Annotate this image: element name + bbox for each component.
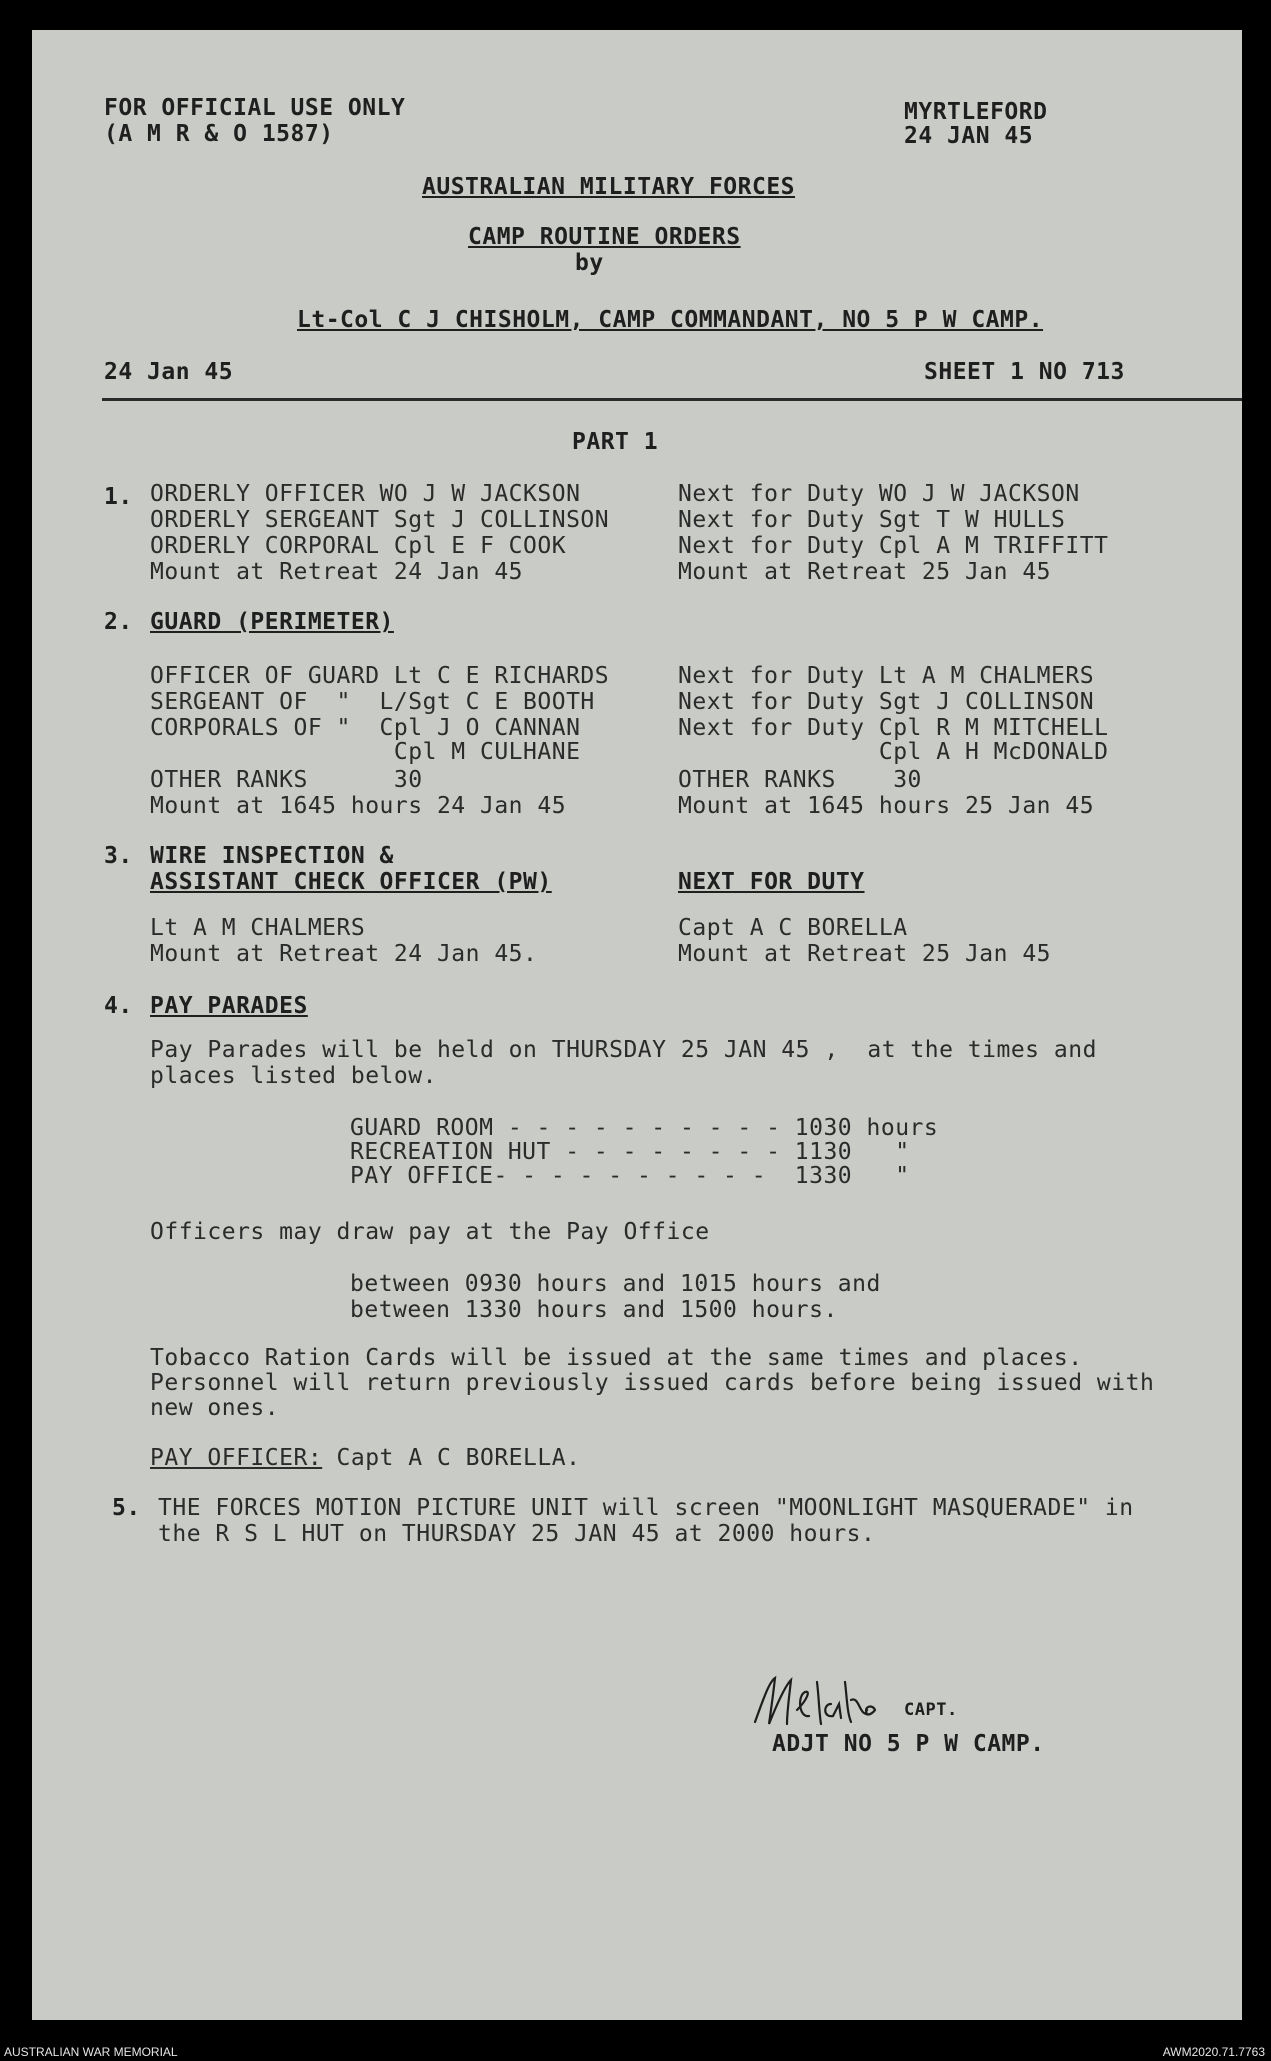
section-2-left-3: CORPORALS OF " Cpl J O CANNAN <box>150 715 581 741</box>
commandant-line: Lt-Col C J CHISHOLM, CAMP COMMANDANT, NO 5 P W CAMP. <box>297 307 1044 333</box>
section-4-officers-line: Officers may draw pay at the Pay Office <box>150 1219 710 1245</box>
reference-number: (A M R & O 1587) <box>104 121 334 147</box>
section-4-times-line-1: between 0930 hours and 1015 hours and <box>350 1271 881 1297</box>
section-4-tobacco-line-3: new ones. <box>150 1395 280 1421</box>
section-4-heading: PAY PARADES <box>150 993 308 1019</box>
section-2-right-5: OTHER RANKS 30 <box>678 767 922 793</box>
official-use-label: FOR OFFICIAL USE ONLY <box>104 95 406 121</box>
section-1-right-3: Next for Duty Cpl A M TRIFFITT <box>678 533 1109 559</box>
signature-rank: CAPT. <box>904 1700 958 1720</box>
section-2-heading: GUARD (PERIMETER) <box>150 609 394 635</box>
pay-place-recreation-hut: RECREATION HUT - - - - - - - - 1130 " <box>350 1139 910 1165</box>
document-subtitle: CAMP ROUTINE ORDERS <box>468 224 741 250</box>
section-5-line-2: the R S L HUT on THURSDAY 25 JAN 45 at 2000 hours. <box>158 1521 876 1547</box>
section-2-left-5: OTHER RANKS 30 <box>150 767 423 793</box>
place-name: MYRTLEFORD <box>904 99 1048 125</box>
section-4-number: 4. <box>104 993 133 1019</box>
section-4-intro-line-2: places listed below. <box>150 1063 437 1089</box>
document-sheet <box>32 30 1242 2020</box>
section-1-right-4: Mount at Retreat 25 Jan 45 <box>678 559 1052 585</box>
pay-place-pay-office: PAY OFFICE- - - - - - - - - - 1330 " <box>350 1163 910 1189</box>
section-2-number: 2. <box>104 609 133 635</box>
section-1-left-1: ORDERLY OFFICER WO J W JACKSON <box>150 481 581 507</box>
section-4-tobacco-line-1: Tobacco Ration Cards will be issued at the same times and places. <box>150 1345 1083 1371</box>
sheet-number: SHEET 1 NO 713 <box>924 359 1125 385</box>
pay-officer-line <box>150 1446 580 1471</box>
footer-right-accession: AWM2020.71.7763 <box>1162 2045 1265 2059</box>
section-3-number: 3. <box>104 843 133 869</box>
section-1-left-3: ORDERLY CORPORAL Cpl E F COOK <box>150 533 567 559</box>
by-line: by <box>575 250 604 276</box>
section-4-times-line-2: between 1330 hours and 1500 hours. <box>350 1297 838 1323</box>
section-3-heading-line-2: ASSISTANT CHECK OFFICER (PW) <box>150 869 552 895</box>
section-2-right-1: Next for Duty Lt A M CHALMERS <box>678 663 1095 689</box>
section-4-intro-line-1: Pay Parades will be held on THURSDAY 25 JAN 45 , at the times and <box>150 1037 1097 1063</box>
header-rule <box>102 398 1242 401</box>
section-1-right-2: Next for Duty Sgt T W HULLS <box>678 507 1066 533</box>
section-3-right-2: Mount at Retreat 25 Jan 45 <box>678 941 1052 967</box>
section-1-number: 1. <box>104 484 133 510</box>
section-2-right-3: Next for Duty Cpl R M MITCHELL <box>678 715 1109 741</box>
pay-officer-label: PAY OFFICER: <box>150 1445 323 1471</box>
pay-place-guard-room: GUARD ROOM - - - - - - - - - - 1030 hours <box>350 1115 939 1141</box>
header-date: 24 JAN 45 <box>904 123 1034 149</box>
section-2-left-6: Mount at 1645 hours 24 Jan 45 <box>150 793 567 819</box>
section-2-left-1: OFFICER OF GUARD Lt C E RICHARDS <box>150 663 610 689</box>
signature <box>747 1670 917 1740</box>
section-2-right-6: Mount at 1645 hours 25 Jan 45 <box>678 793 1095 819</box>
section-3-left-2: Mount at Retreat 24 Jan 45. <box>150 941 538 967</box>
section-4-tobacco-line-2: Personnel will return previously issued cards before being issued with <box>150 1370 1155 1396</box>
section-3-left-1: Lt A M CHALMERS <box>150 915 366 941</box>
document-title: AUSTRALIAN MILITARY FORCES <box>422 174 796 200</box>
section-3-next-heading: NEXT FOR DUTY <box>678 869 865 895</box>
section-1-left-4: Mount at Retreat 24 Jan 45 <box>150 559 524 585</box>
pay-officer-name: Capt A C BORELLA. <box>322 1445 581 1471</box>
section-2-right-4: Cpl A H McDONALD <box>678 739 1109 765</box>
sheet-date: 24 Jan 45 <box>104 359 234 385</box>
section-2-left-2: SERGEANT OF " L/Sgt C E BOOTH <box>150 689 595 715</box>
part-heading: PART 1 <box>572 429 659 455</box>
footer-left-credit: AUSTRALIAN WAR MEMORIAL <box>4 2045 178 2059</box>
section-1-left-2: ORDERLY SERGEANT Sgt J COLLINSON <box>150 507 610 533</box>
section-3-right-1: Capt A C BORELLA <box>678 915 908 941</box>
section-1-right-1: Next for Duty WO J W JACKSON <box>678 481 1080 507</box>
section-2-left-4: Cpl M CULHANE <box>150 739 581 765</box>
section-2-right-2: Next for Duty Sgt J COLLINSON <box>678 689 1095 715</box>
section-5-line-1: THE FORCES MOTION PICTURE UNIT will screen "MOONLIGHT MASQUERADE" in <box>158 1495 1134 1521</box>
section-3-heading-line-1: WIRE INSPECTION & <box>150 843 394 869</box>
signature-role: ADJT NO 5 P W CAMP. <box>772 1731 1045 1757</box>
section-5-number: 5. <box>112 1495 141 1521</box>
